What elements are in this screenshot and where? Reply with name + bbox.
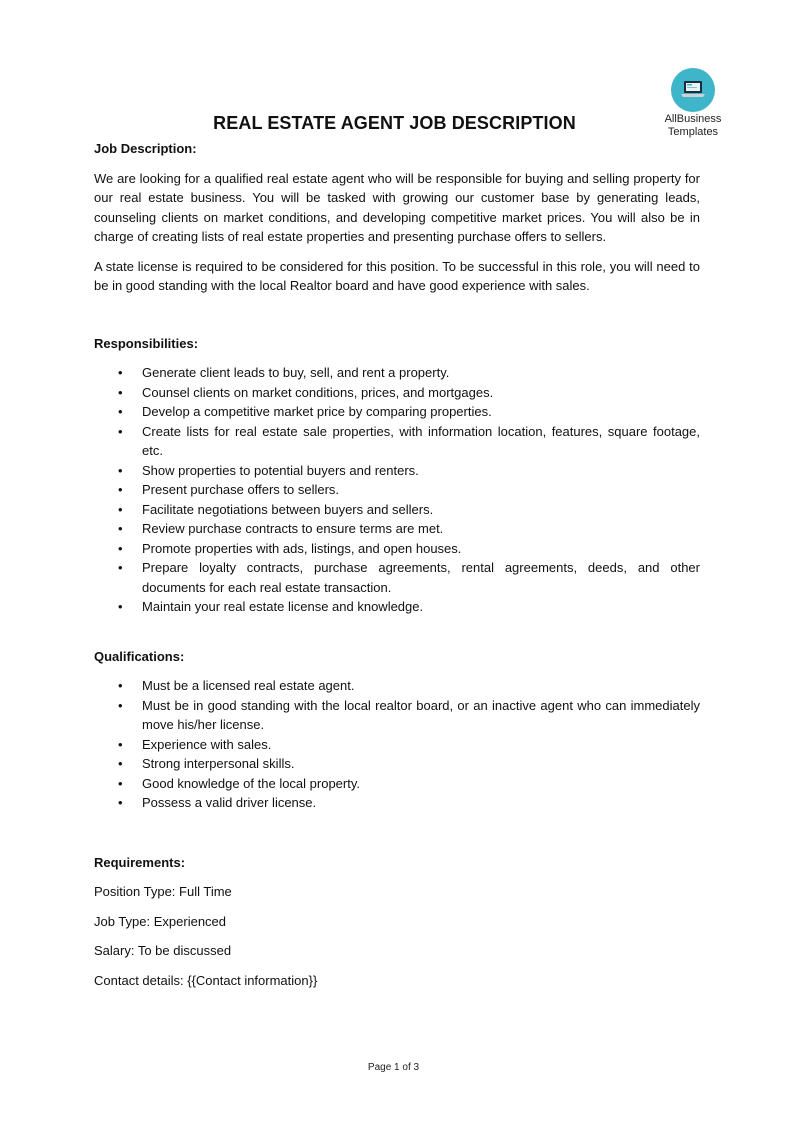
- logo-text-line1: AllBusiness: [664, 113, 722, 125]
- bullet-icon: •: [118, 404, 123, 419]
- bullet-icon: •: [118, 775, 123, 791]
- list-item-text: Counsel clients on market conditions, prices, and mortgages.: [142, 384, 494, 400]
- list-item-text: Experience with sales.: [142, 736, 272, 752]
- list-item: [94, 402, 700, 422]
- bullet-icon: •: [118, 736, 123, 752]
- list-item-text: Promote properties with ads, listings, and open houses.: [142, 540, 462, 556]
- page-number: Page 1 of 3: [367, 1062, 420, 1073]
- list-item: [94, 383, 700, 403]
- job-description-heading: Job Description:: [94, 141, 197, 156]
- bullet-icon: •: [118, 501, 123, 517]
- list-item: [94, 500, 700, 520]
- list-item: [94, 735, 700, 755]
- bullet-icon: •: [118, 540, 123, 556]
- list-item-text: Review purchase contracts to ensure terms are met.: [142, 521, 444, 536]
- responsibilities-heading: Responsibilities:: [94, 335, 199, 351]
- job-description-paragraph: We are looking for a qualified real estate agent who will be responsible for buying and selling property for our real estate business. You will be tasked with growing our customer base by generating leads, counseling clients on market conditions, and developing competitive market prices. You will also be in charge of creating lists of real estate properties and presenting purchase offers to sellers.: [94, 170, 700, 244]
- list-item: [94, 793, 700, 813]
- list-item: [94, 754, 700, 774]
- list-item: [94, 363, 700, 383]
- list-item-text: Prepare loyalty contracts, purchase agreements, rental agreements, deeds, and other documents for each real estate transaction.: [142, 560, 700, 595]
- list-item-text: Must be in good standing with the local realtor board, or an inactive agent who can immediately move his/her license.: [142, 697, 700, 732]
- list-item: [94, 422, 700, 461]
- list-item: [94, 480, 700, 500]
- list-item: [94, 461, 700, 481]
- page-title: REAL ESTATE AGENT JOB DESCRIPTION: [213, 113, 576, 133]
- list-item: [94, 676, 700, 696]
- logo-circle: [671, 68, 715, 112]
- list-item-text: Must be a licensed real estate agent.: [142, 678, 355, 693]
- list-item-text: Facilitate negotiations between buyers and sellers.: [142, 501, 434, 517]
- list-item: [94, 539, 700, 559]
- list-item-text: Possess a valid driver license.: [142, 795, 317, 810]
- logo-text-line2: Templates: [667, 126, 719, 138]
- requirement-contact-details: Contact details: {{Contact information}}: [94, 972, 318, 988]
- list-item-text: Develop a competitive market price by comparing properties.: [142, 404, 492, 419]
- bullet-icon: •: [118, 756, 123, 771]
- document-body: [94, 139, 700, 990]
- qualifications-heading: Qualifications:: [94, 648, 185, 664]
- laptop-icon: [680, 78, 706, 100]
- list-item-text: Generate client leads to buy, sell, and rent a property.: [142, 365, 450, 380]
- bullet-icon: •: [118, 795, 123, 810]
- list-item-text: Present purchase offers to sellers.: [142, 482, 340, 497]
- list-item-text: Strong interpersonal skills.: [142, 756, 295, 771]
- bullet-icon: •: [118, 462, 123, 478]
- requirement-salary: Salary: To be discussed: [94, 943, 232, 958]
- list-item: [94, 519, 700, 539]
- list-item-text: Create lists for real estate sale properties, with information location, features, square footage, etc.: [142, 423, 700, 458]
- requirement-position-type: Position Type: Full Time: [94, 884, 232, 899]
- list-item-text: Show properties to potential buyers and renters.: [142, 462, 419, 478]
- list-item-text: Good knowledge of the local property.: [142, 775, 361, 791]
- list-item: [94, 774, 700, 794]
- list-item: [94, 558, 700, 597]
- bullet-icon: •: [118, 521, 123, 536]
- bullet-icon: •: [118, 560, 123, 575]
- list-item: [94, 597, 700, 617]
- qualifications-list: [94, 676, 700, 813]
- responsibilities-list: [94, 363, 700, 617]
- bullet-icon: •: [118, 384, 123, 400]
- bullet-icon: •: [118, 678, 123, 693]
- list-item-text: Maintain your real estate license and knowledge.: [142, 599, 424, 614]
- list-item: [94, 696, 700, 735]
- job-description-paragraph: A state license is required to be considered for this position. To be successful in this role, you will need to be in good standing with the local Realtor board and have good experience with sales.: [94, 258, 700, 293]
- bullet-icon: •: [118, 365, 123, 380]
- requirements-heading: Requirements:: [94, 854, 186, 870]
- bullet-icon: •: [118, 482, 123, 497]
- bullet-icon: •: [118, 697, 123, 713]
- bullet-icon: •: [118, 423, 123, 439]
- requirement-job-type: Job Type: Experienced: [94, 913, 227, 929]
- bullet-icon: •: [118, 599, 123, 614]
